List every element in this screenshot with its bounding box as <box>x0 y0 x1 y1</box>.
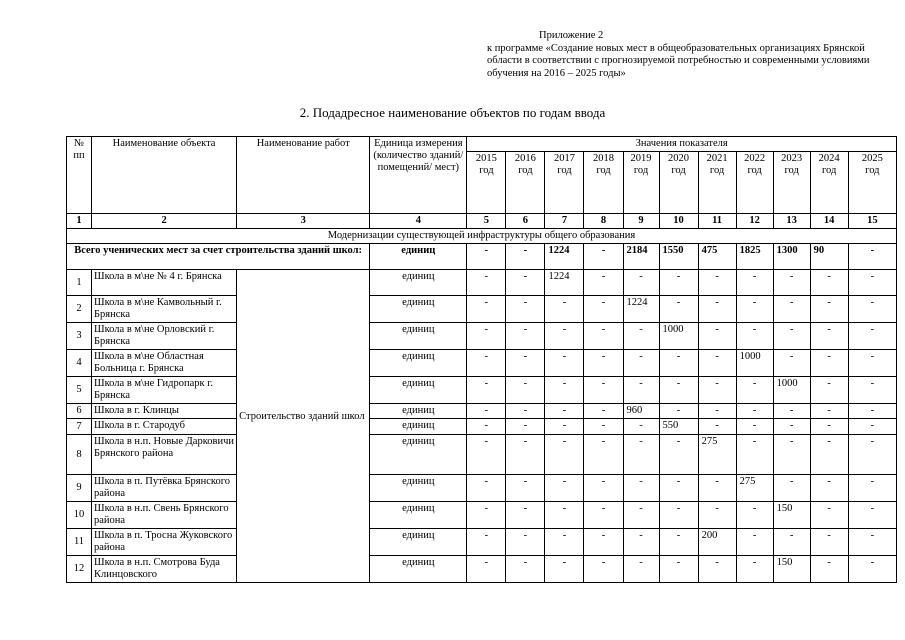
unit-cell: единиц <box>370 475 467 502</box>
value-cell: - <box>698 377 736 404</box>
value-cell: - <box>698 296 736 323</box>
value-cell: - <box>848 435 896 475</box>
value-cell: - <box>736 529 773 556</box>
total-value: - <box>848 244 896 270</box>
value-cell: - <box>773 296 810 323</box>
total-unit: единиц <box>370 244 467 270</box>
works-name <box>237 270 370 583</box>
column-number: 11 <box>698 214 736 229</box>
value-cell: - <box>810 556 848 583</box>
value-cell: - <box>506 475 545 502</box>
works-label: Строительство зданий школ <box>239 411 365 422</box>
value-cell: - <box>623 323 659 350</box>
value-cell: - <box>545 475 584 502</box>
row-number: 4 <box>67 350 92 377</box>
column-number: 15 <box>848 214 896 229</box>
value-cell: - <box>623 502 659 529</box>
header-year: 2023 год <box>773 152 810 214</box>
value-cell: - <box>810 404 848 419</box>
value-cell: - <box>659 502 698 529</box>
unit-cell: единиц <box>370 377 467 404</box>
objects-table <box>66 136 897 583</box>
value-cell: - <box>506 323 545 350</box>
value-cell: 1000 <box>773 377 810 404</box>
table-row <box>67 556 897 583</box>
total-row <box>67 244 897 270</box>
value-cell: - <box>848 404 896 419</box>
header-year: 2015 год <box>467 152 506 214</box>
value-cell: - <box>623 377 659 404</box>
value-cell: - <box>810 377 848 404</box>
value-cell: - <box>698 556 736 583</box>
value-cell: 275 <box>698 435 736 475</box>
value-cell: - <box>584 435 623 475</box>
value-cell: - <box>545 419 584 435</box>
object-name: Школа в н.п. Смотрова Буда Клинцовского <box>92 556 237 583</box>
value-cell: - <box>773 323 810 350</box>
value-cell: - <box>848 377 896 404</box>
header-year: 2018 год <box>584 152 623 214</box>
value-cell: - <box>810 270 848 296</box>
value-cell: - <box>623 270 659 296</box>
value-cell: - <box>545 296 584 323</box>
value-cell: - <box>584 529 623 556</box>
value-cell: - <box>736 502 773 529</box>
table-row <box>67 296 897 323</box>
value-cell: - <box>506 350 545 377</box>
row-number: 1 <box>67 270 92 296</box>
value-cell: - <box>698 350 736 377</box>
value-cell: - <box>506 529 545 556</box>
value-cell: - <box>848 529 896 556</box>
value-cell: - <box>545 502 584 529</box>
value-cell: - <box>659 270 698 296</box>
section-row <box>67 229 897 244</box>
value-cell: 1000 <box>736 350 773 377</box>
object-name: Школа в м\не Орловский г. Брянска <box>92 323 237 350</box>
value-cell: 550 <box>659 419 698 435</box>
object-name: Школа в н.п. Новые Дарковичи Брянского района <box>92 435 237 475</box>
value-cell: - <box>506 419 545 435</box>
value-cell: - <box>545 556 584 583</box>
unit-cell: единиц <box>370 419 467 435</box>
section-label: Модернизации существующей инфраструктуры общего образования <box>67 229 897 244</box>
header-year: 2022 год <box>736 152 773 214</box>
table-row <box>67 529 897 556</box>
column-number: 14 <box>810 214 848 229</box>
value-cell: - <box>736 404 773 419</box>
column-number: 2 <box>92 214 237 229</box>
header-row <box>67 137 897 152</box>
value-cell: - <box>467 475 506 502</box>
value-cell: - <box>545 350 584 377</box>
unit-cell: единиц <box>370 404 467 419</box>
value-cell: - <box>848 502 896 529</box>
column-number: 5 <box>467 214 506 229</box>
value-cell: - <box>584 502 623 529</box>
object-name: Школа в г. Клинцы <box>92 404 237 419</box>
value-cell: - <box>810 475 848 502</box>
value-cell: - <box>848 270 896 296</box>
value-cell: 1224 <box>623 296 659 323</box>
value-cell: - <box>623 529 659 556</box>
object-name: Школа в п. Путёвка Брянского района <box>92 475 237 502</box>
annex-line-2: области в соответствии с прогнозируемой потребностью и современными условиями <box>487 55 870 66</box>
header-year: 2016 год <box>506 152 545 214</box>
value-cell: - <box>736 323 773 350</box>
unit-cell: единиц <box>370 556 467 583</box>
table-row <box>67 270 897 296</box>
table-row <box>67 404 897 419</box>
value-cell: - <box>467 270 506 296</box>
column-number: 12 <box>736 214 773 229</box>
total-value: 475 <box>698 244 736 270</box>
unit-cell: единиц <box>370 435 467 475</box>
value-cell: - <box>810 529 848 556</box>
row-number: 7 <box>67 419 92 435</box>
value-cell: - <box>467 296 506 323</box>
value-cell: - <box>810 435 848 475</box>
value-cell: - <box>584 475 623 502</box>
unit-cell: единиц <box>370 323 467 350</box>
value-cell: - <box>659 404 698 419</box>
value-cell: - <box>659 556 698 583</box>
row-number: 8 <box>67 435 92 475</box>
value-cell: 1224 <box>545 270 584 296</box>
value-cell: - <box>773 435 810 475</box>
value-cell: - <box>467 502 506 529</box>
value-cell: - <box>848 296 896 323</box>
object-name: Школа в м\не Областная Больница г. Брянска <box>92 350 237 377</box>
value-cell: 1000 <box>659 323 698 350</box>
value-cell: - <box>545 529 584 556</box>
value-cell: - <box>736 435 773 475</box>
value-cell: - <box>736 270 773 296</box>
value-cell: - <box>848 350 896 377</box>
value-cell: - <box>545 435 584 475</box>
row-number: 10 <box>67 502 92 529</box>
value-cell: - <box>848 556 896 583</box>
value-cell: - <box>623 419 659 435</box>
table-row <box>67 419 897 435</box>
value-cell: - <box>810 419 848 435</box>
value-cell: - <box>698 270 736 296</box>
unit-cell: единиц <box>370 529 467 556</box>
value-cell: - <box>467 529 506 556</box>
object-name: Школа в г. Стародуб <box>92 419 237 435</box>
value-cell: - <box>584 296 623 323</box>
value-cell: - <box>848 323 896 350</box>
value-cell: - <box>773 419 810 435</box>
value-cell: - <box>506 404 545 419</box>
value-cell: - <box>773 529 810 556</box>
row-number: 2 <box>67 296 92 323</box>
section-title: 2. Подадресное наименование объектов по годам ввода <box>299 105 606 120</box>
value-cell: - <box>584 419 623 435</box>
header-works: Наименование работ <box>237 137 370 214</box>
value-cell: - <box>659 475 698 502</box>
value-cell: - <box>506 502 545 529</box>
value-cell: - <box>810 296 848 323</box>
header-year: 2024 год <box>810 152 848 214</box>
value-cell: - <box>506 270 545 296</box>
value-cell: - <box>545 404 584 419</box>
header-year: 2025 год <box>848 152 896 214</box>
value-cell: - <box>736 377 773 404</box>
value-cell: - <box>467 350 506 377</box>
annex-line-1: к программе «Создание новых мест в общеобразовательных организациях Брянской <box>487 42 865 54</box>
column-number: 7 <box>545 214 584 229</box>
column-number: 6 <box>506 214 545 229</box>
value-cell: 150 <box>773 556 810 583</box>
column-number: 4 <box>370 214 467 229</box>
value-cell: - <box>584 404 623 419</box>
value-cell: - <box>545 323 584 350</box>
row-number: 3 <box>67 323 92 350</box>
value-cell: - <box>773 270 810 296</box>
value-cell: - <box>698 475 736 502</box>
row-number: 9 <box>67 475 92 502</box>
value-cell: - <box>848 475 896 502</box>
value-cell: - <box>736 419 773 435</box>
unit-cell: единиц <box>370 296 467 323</box>
object-name: Школа в м\не № 4 г. Брянска <box>92 270 237 296</box>
header-object: Наименование объекта <box>92 137 237 214</box>
value-cell: - <box>506 296 545 323</box>
value-cell: - <box>584 377 623 404</box>
total-value: 1224 <box>545 244 584 270</box>
total-value: 1825 <box>736 244 773 270</box>
header-year: 2019 год <box>623 152 659 214</box>
total-value: - <box>467 244 506 270</box>
header-values: Значения показателя <box>467 137 897 152</box>
header-year: 2021 год <box>698 152 736 214</box>
object-name: Школа в п. Тросна Жуковского района <box>92 529 237 556</box>
object-name: Школа в м\не Камвольный г. Брянска <box>92 296 237 323</box>
value-cell: - <box>584 270 623 296</box>
value-cell: - <box>659 350 698 377</box>
value-cell: 960 <box>623 404 659 419</box>
value-cell: - <box>698 404 736 419</box>
value-cell: - <box>623 475 659 502</box>
value-cell: - <box>659 529 698 556</box>
column-number: 1 <box>67 214 92 229</box>
value-cell: 275 <box>736 475 773 502</box>
value-cell: 200 <box>698 529 736 556</box>
annex-title: Приложение 2 <box>539 30 604 41</box>
column-number: 8 <box>584 214 623 229</box>
annex-line-3: обучения на 2016 – 2025 годы» <box>487 67 626 79</box>
total-value: 1300 <box>773 244 810 270</box>
total-value: 2184 <box>623 244 659 270</box>
value-cell: - <box>584 323 623 350</box>
total-value: - <box>584 244 623 270</box>
header-num: № пп <box>67 137 92 214</box>
value-cell: - <box>506 377 545 404</box>
value-cell: - <box>659 435 698 475</box>
value-cell: - <box>467 404 506 419</box>
value-cell: 150 <box>773 502 810 529</box>
value-cell: - <box>810 323 848 350</box>
unit-cell: единиц <box>370 502 467 529</box>
value-cell: - <box>736 556 773 583</box>
value-cell: - <box>698 419 736 435</box>
value-cell: - <box>698 502 736 529</box>
value-cell: - <box>810 502 848 529</box>
value-cell: - <box>467 435 506 475</box>
row-number: 5 <box>67 377 92 404</box>
value-cell: - <box>623 556 659 583</box>
total-label: Всего ученических мест за счет строительства зданий школ: <box>67 244 370 270</box>
value-cell: - <box>584 350 623 377</box>
table-row <box>67 323 897 350</box>
value-cell: - <box>584 556 623 583</box>
column-number: 13 <box>773 214 810 229</box>
value-cell: - <box>736 296 773 323</box>
value-cell: - <box>773 404 810 419</box>
column-number: 9 <box>623 214 659 229</box>
column-number: 10 <box>659 214 698 229</box>
value-cell: - <box>810 350 848 377</box>
total-value: 90 <box>810 244 848 270</box>
header-year: 2020 год <box>659 152 698 214</box>
value-cell: - <box>659 377 698 404</box>
total-value: 1550 <box>659 244 698 270</box>
value-cell: - <box>506 435 545 475</box>
unit-cell: единиц <box>370 350 467 377</box>
unit-cell: единиц <box>370 270 467 296</box>
value-cell: - <box>698 323 736 350</box>
column-numbers-row <box>67 214 897 229</box>
table-row <box>67 350 897 377</box>
table-row <box>67 502 897 529</box>
value-cell: - <box>467 419 506 435</box>
row-number: 11 <box>67 529 92 556</box>
value-cell: - <box>467 556 506 583</box>
table-row <box>67 377 897 404</box>
value-cell: - <box>848 419 896 435</box>
table-row <box>67 435 897 475</box>
value-cell: - <box>623 350 659 377</box>
value-cell: - <box>773 475 810 502</box>
value-cell: - <box>773 350 810 377</box>
value-cell: - <box>506 556 545 583</box>
value-cell: - <box>467 377 506 404</box>
column-number: 3 <box>237 214 370 229</box>
value-cell: - <box>467 323 506 350</box>
row-number: 6 <box>67 404 92 419</box>
header-unit: Единица измерения (количество зданий/ помещений/ мест) <box>370 137 467 214</box>
value-cell: - <box>545 377 584 404</box>
annex-header <box>487 30 892 80</box>
table-row <box>67 475 897 502</box>
header-year: 2017 год <box>545 152 584 214</box>
value-cell: - <box>659 296 698 323</box>
object-name: Школа в м\не Гидропарк г. Брянска <box>92 377 237 404</box>
object-name: Школа в н.п. Свень Брянского района <box>92 502 237 529</box>
total-value: - <box>506 244 545 270</box>
row-number: 12 <box>67 556 92 583</box>
value-cell: - <box>623 435 659 475</box>
